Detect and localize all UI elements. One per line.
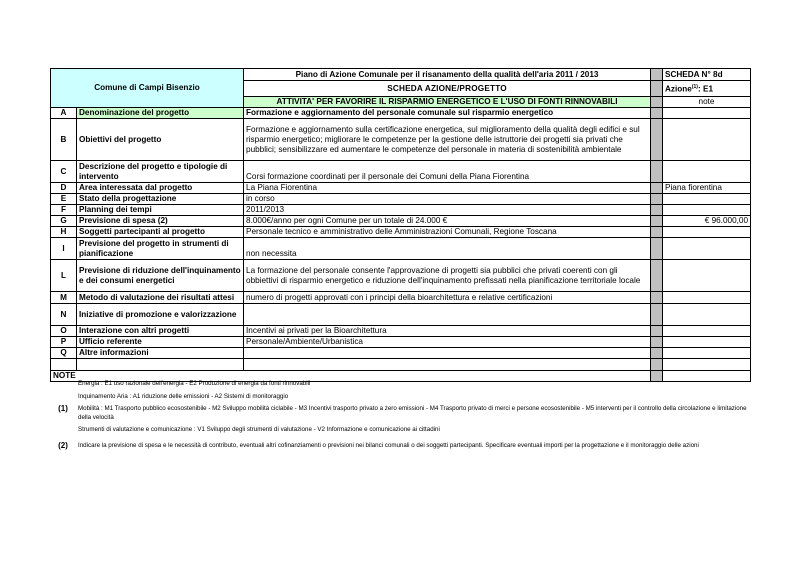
note-column-header: note bbox=[663, 97, 751, 108]
scheda-table bbox=[50, 68, 751, 382]
page-title: SCHEDA AZIONE/PROGETTO bbox=[244, 81, 651, 97]
piano-title: Piano di Azione Comunale per il risanamento della qualità dell'aria 2011 / 2013 bbox=[244, 69, 651, 81]
table-row: C Descrizione del progetto e tipologie di intervento Corsi formazione coordinati per il personale dei Comuni della Piana Fiorentina bbox=[51, 161, 751, 183]
table-row: F Planning dei tempi 2011/2013 bbox=[51, 205, 751, 216]
table-row: G Previsione di spesa (2) 8.000€/anno per ogni Comune per un totale di 24.000 € € 96.000,00 bbox=[51, 216, 751, 227]
comune-name: Comune di Campi Bisenzio bbox=[51, 69, 244, 108]
section-subtitle: ATTIVITA' PER FAVORIRE IL RISPARMIO ENERGETICO E L'USO DI FONTI RINNOVABILI bbox=[244, 97, 651, 108]
table-row: A Denominazione del progetto Formazione e aggiornamento del personale comunale sul risparmio energetico bbox=[51, 108, 751, 119]
table-row: P Ufficio referente Personale/Ambiente/Urbanistica bbox=[51, 337, 751, 348]
table-row: N Iniziative di promozione e valorizzazione bbox=[51, 304, 751, 326]
blank-row bbox=[51, 359, 751, 371]
table-row: D Area interessata dal progetto La Piana Fiorentina Piana fiorentina bbox=[51, 183, 751, 194]
scheda-number: SCHEDA N° 8d bbox=[663, 69, 751, 81]
table-row: Q Altre informazioni bbox=[51, 348, 751, 359]
table-row: M Metodo di valutazione dei risultati attesi numero di progetti approvati con i principi della bioarchitettura e relative certificazioni bbox=[51, 292, 751, 304]
scheda-sheet bbox=[50, 68, 750, 382]
footnotes bbox=[50, 380, 750, 453]
table-row: E Stato della progettazione in corso bbox=[51, 194, 751, 205]
table-row: I Previsione del progetto in strumenti di pianificazione non necessita bbox=[51, 238, 751, 260]
table-row: L Previsione di riduzione dell'inquinamento e dei consumi energetici La formazione del personale consente l'approvazione di progetti sia pubblici che privati coerenti con gli obbiettivi di risparmio energetico e riduzione dell'inquinamento prefissati nella pianificazione territoriale locale bbox=[51, 260, 751, 292]
table-row: B Obiettivi del progetto Formazione e aggiornamento sulla certificazione energetica, sul miglioramento della qualità degli edifici e sul risparmio energetico; migliorare le competenze per la gestione delle istruttorie dei progetti sia privati che pubblici; sensibilizzare ed aumentare le competenze del personale in materia di sostenibilità ambientale bbox=[51, 119, 751, 161]
footnote-1: (1) Energia : E1 uso razionale dell'energia - E2 Produzione di energia da fonti rinnovabili Inquinamento Aria : A1 riduzione delle emissioni - A2 Sistemi di monitoraggio Mobilità : M1 Trasporto pubblico ecosostenibile - M2 Sviluppo mobilità ciclabile - M3 Incentivi trasporto privato a zero emissioni - M4 Trasporto privato di merci e persone ecosostenibile - M5 interventi per il controllo della circolazione e limitazione della velocità Strumenti di valutazione e comunicazione : V1 Sviluppo degli strumenti di valutazione - V2 Informazione e comunicazione ai cittadini bbox=[58, 380, 747, 433]
note-label: NOTE bbox=[51, 371, 651, 382]
header-row-1 bbox=[51, 69, 751, 81]
footnote-2: (2) Indicare la previsione di spesa e le necessità di contributo, eventuali altri cofinanziamenti o previsioni nei bilanci comunali o dei soggetti partecipanti. Specificare eventuali importi per la progettazione e il monitoraggio delle azioni bbox=[58, 440, 699, 450]
table-row: H Soggetti partecipanti al progetto Personale tecnico e amministrativo delle Amministrazioni Comunali, Regione Toscana bbox=[51, 227, 751, 238]
azione-code: Azione$^{(1)}$: E1 bbox=[663, 81, 751, 97]
table-row: O Interazione con altri progetti Incentivi ai privati per la Bioarchitettura bbox=[51, 326, 751, 337]
